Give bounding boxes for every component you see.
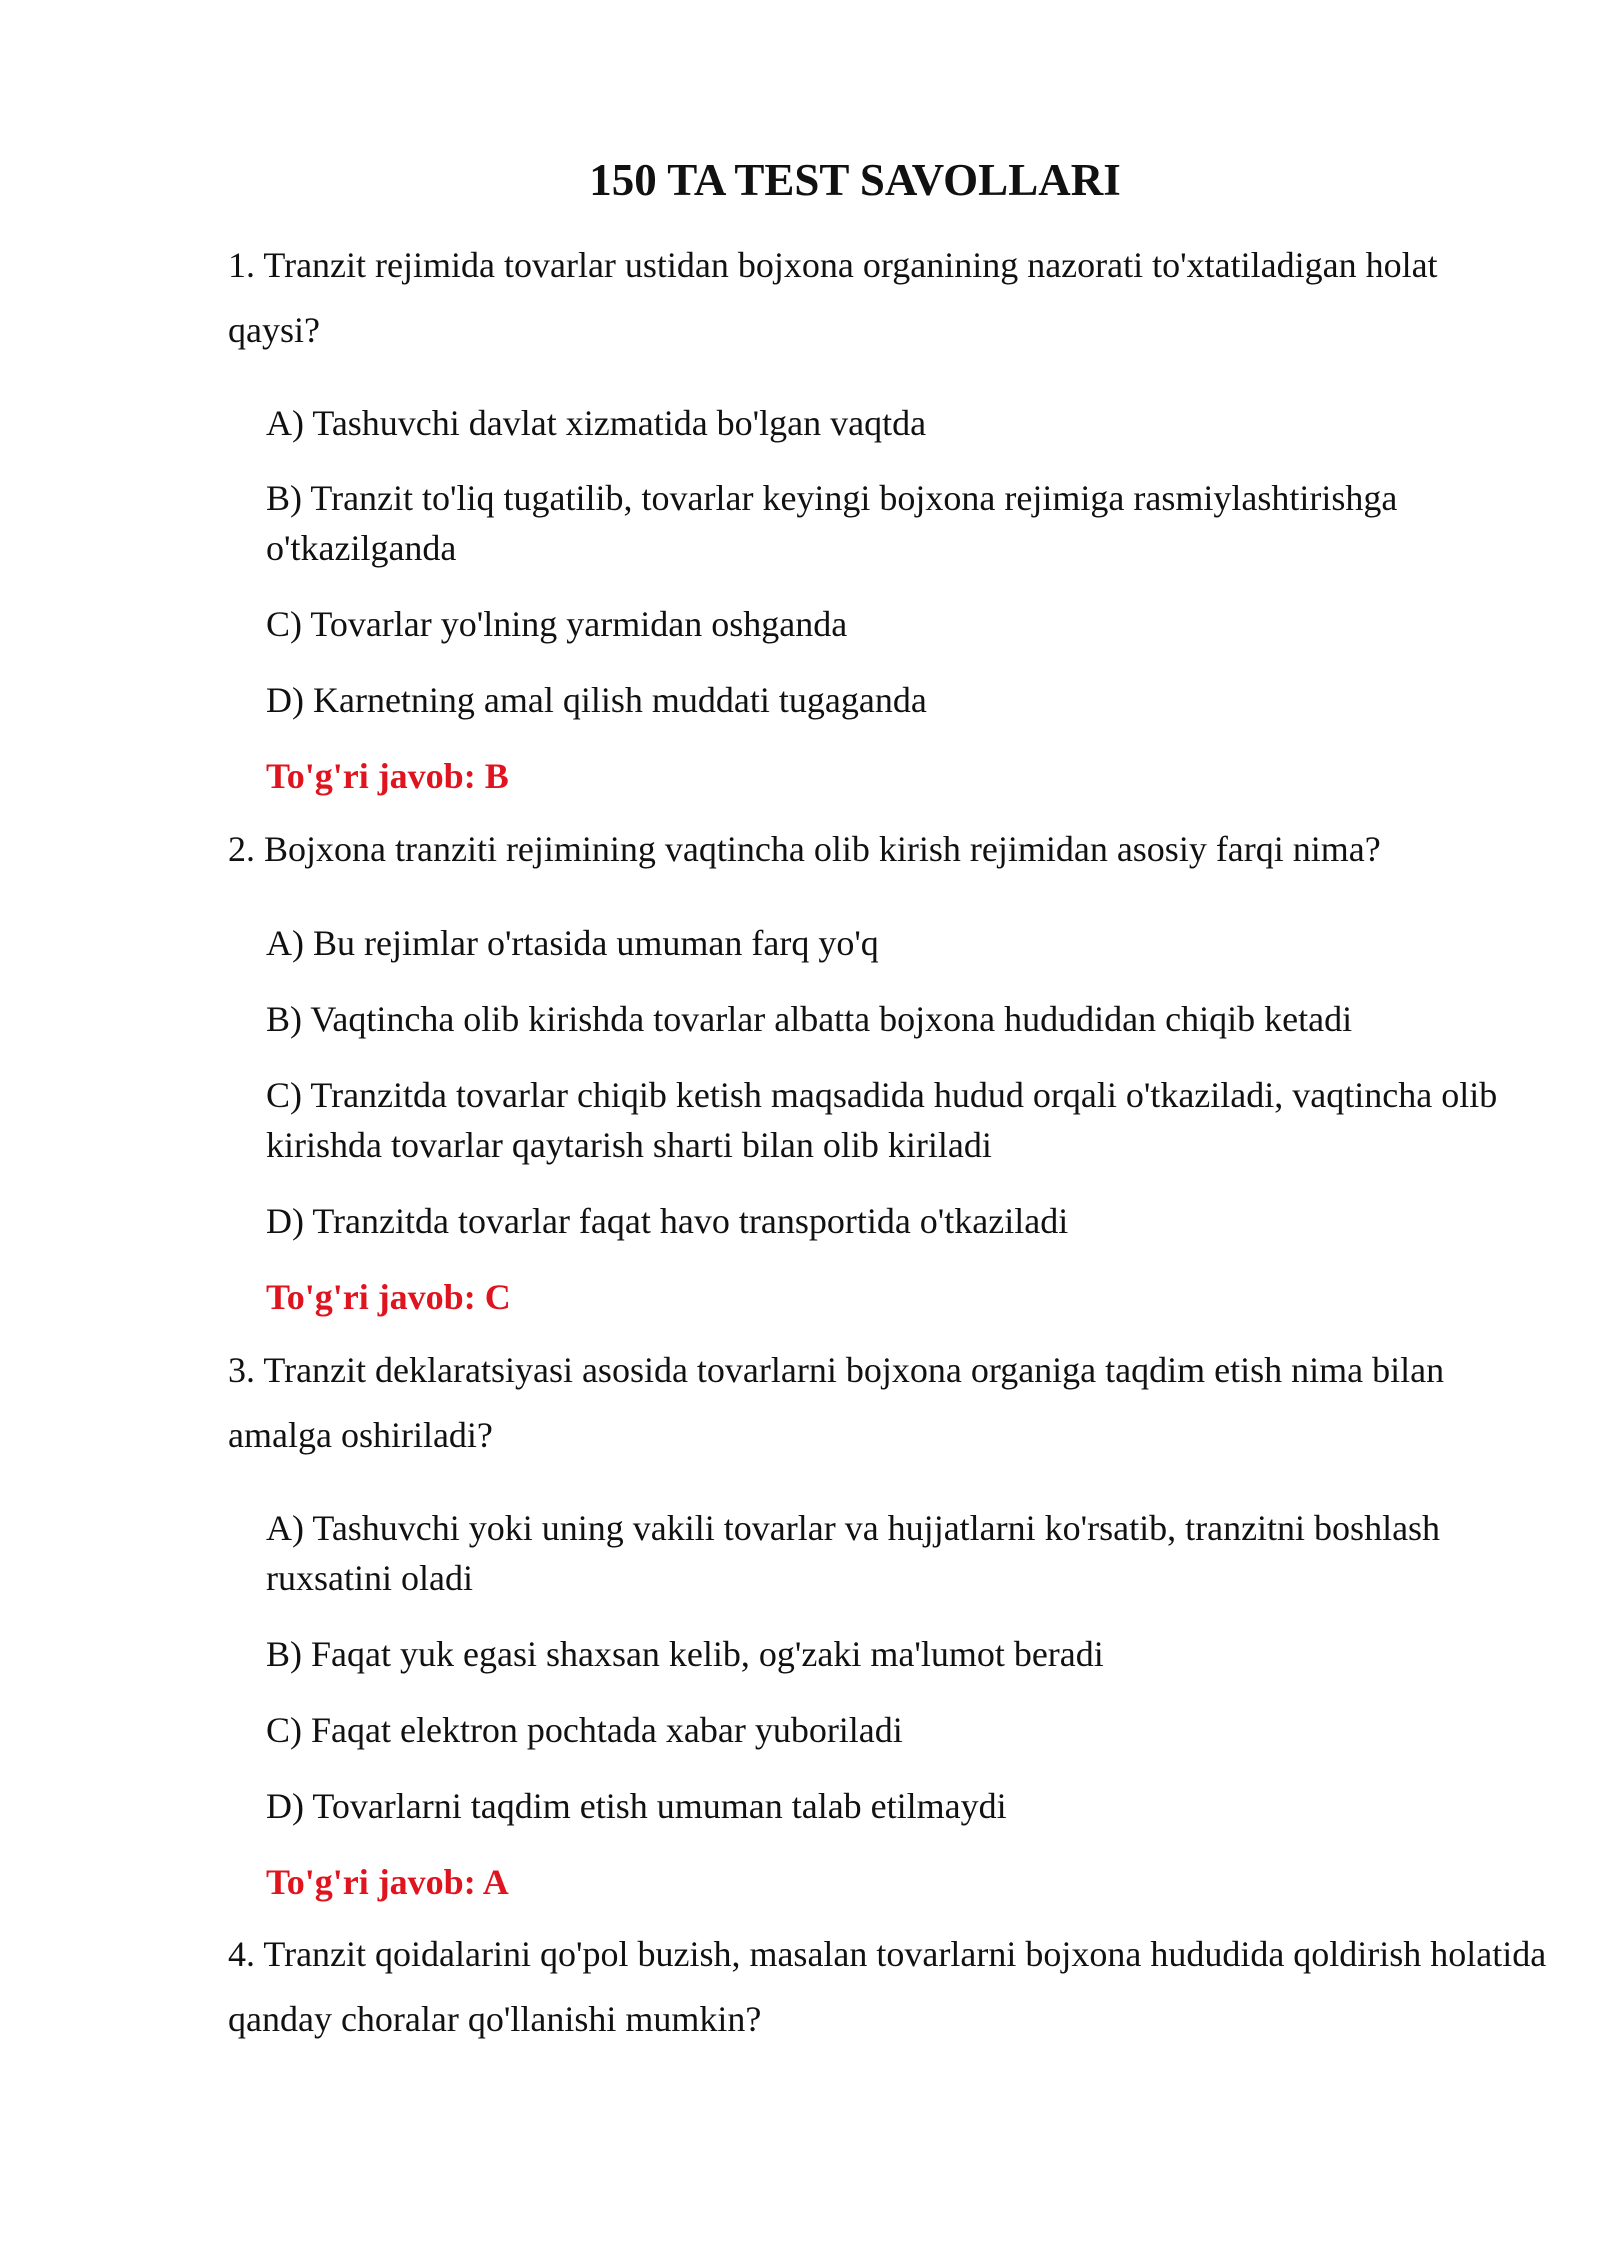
option-item: C) Tranzitda tovarlar chiqib ketish maqsadida hudud orqali o'tkaziladi, vaqtincha olib kirishda tovarlar qaytarish sharti bilan olib kiriladi	[266, 1075, 1498, 1165]
option-item: B) Tranzit to'liq tugatilib, tovarlar keyingi bojxona rejimiga rasmiylashtirishga o'tkazilganda	[266, 478, 1398, 568]
option-item: C) Tovarlar yo'lning yarmidan oshganda	[266, 604, 848, 644]
option-item: B) Vaqtincha olib kirishda tovarlar albatta bojxona hududidan chiqib ketadi	[266, 999, 1353, 1039]
option-item: C) Faqat elektron pochtada xabar yuboriladi	[266, 1710, 903, 1750]
question-text: 2. Bojxona tranziti rejimining vaqtincha olib kirish rejimidan asosiy farqi nima?	[228, 829, 1381, 869]
correct-answer: To'g'ri javob: C	[266, 1277, 511, 1317]
option-item: D) Tranzitda tovarlar faqat havo transportida o'tkaziladi	[266, 1201, 1069, 1241]
question-text: 3. Tranzit deklaratsiyasi asosida tovarlarni bojxona organiga taqdim etish nima bilan amalga oshiriladi?	[228, 1350, 1445, 1455]
option-item: A) Bu rejimlar o'rtasida umuman farq yo'q	[266, 923, 879, 963]
option-item: A) Tashuvchi yoki uning vakili tovarlar va hujjatlarni ko'rsatib, tranzitni boshlash ruxsatini oladi	[266, 1508, 1441, 1598]
correct-answer: To'g'ri javob: B	[266, 756, 509, 796]
question-text: 1. Tranzit rejimida tovarlar ustidan bojxona organining nazorati to'xtatiladigan holat qaysi?	[228, 245, 1438, 350]
correct-answer: To'g'ri javob: A	[266, 1862, 509, 1902]
question-text: 4. Tranzit qoidalarini qo'pol buzish, masalan tovarlarni bojxona hududida qoldirish holatida qanday choralar qo'llanishi mumkin?	[228, 1934, 1547, 2039]
option-item: A) Tashuvchi davlat xizmatida bo'lgan vaqtda	[266, 403, 927, 443]
option-item: B) Faqat yuk egasi shaxsan kelib, og'zaki ma'lumot beradi	[266, 1634, 1104, 1674]
option-item: D) Karnetning amal qilish muddati tugaganda	[266, 680, 927, 720]
option-item: D) Tovarlarni taqdim etish umuman talab etilmaydi	[266, 1786, 1007, 1826]
page-title: 150 TA TEST SAVOLLARI	[589, 155, 1121, 205]
